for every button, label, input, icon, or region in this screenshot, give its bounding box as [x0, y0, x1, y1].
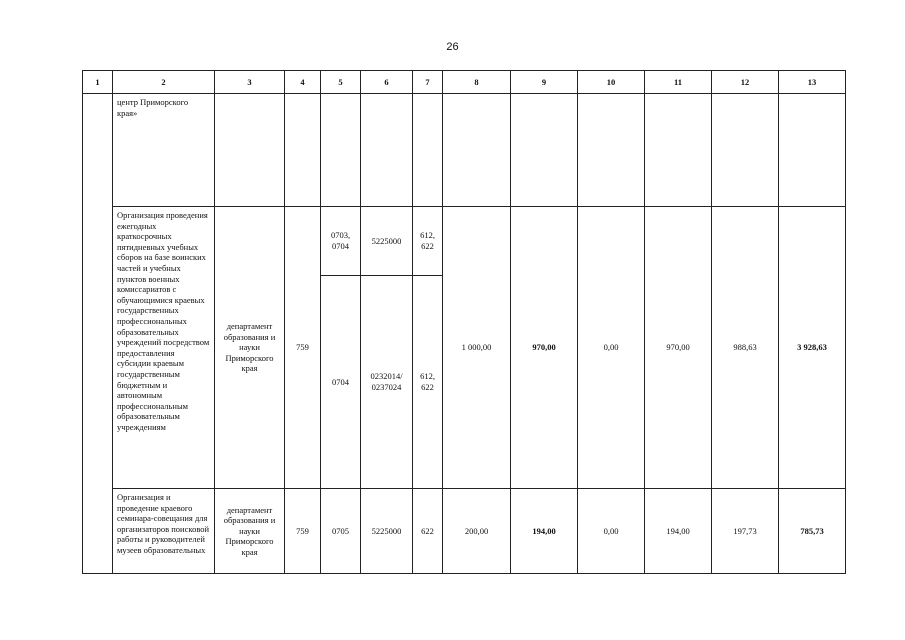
budget-table — [82, 70, 846, 574]
description-cell: Организация проведения ежегодных краткосрочных пятидневных учебных сборов на базе воинских частей и учебных пунктов военных комиссариатов с обучающимися краевых государственных профессиональных образовательных учреждений посредством предоставления субсидии краевым государственным бюджетным и автономным профессиональным образовательным учреждениям — [113, 207, 215, 489]
col12-cell: 197,73 — [712, 489, 779, 574]
col11-cell: 970,00 — [645, 207, 712, 489]
article-cell: 5225000 — [361, 207, 413, 276]
header-col-11: 11 — [645, 71, 712, 94]
type-cell: 622 — [413, 489, 443, 574]
section-cell: 0705 — [321, 489, 361, 574]
code-cell: 759 — [285, 207, 321, 489]
type-cell: 612, 622 — [413, 276, 443, 489]
section-cell: 0704 — [321, 276, 361, 489]
col12-cell: 988,63 — [712, 207, 779, 489]
department-cell: департамент образования и науки Приморского края — [215, 489, 285, 574]
page-number: 26 — [446, 41, 459, 53]
col9-cell: 194,00 — [511, 489, 578, 574]
header-col-7: 7 — [413, 71, 443, 94]
header-row — [83, 71, 846, 94]
col13-cell: 3 928,63 — [779, 207, 846, 489]
col9-cell: 970,00 — [511, 207, 578, 489]
col8-cell: 200,00 — [443, 489, 511, 574]
header-col-8: 8 — [443, 71, 511, 94]
header-col-3: 3 — [215, 71, 285, 94]
col10-cell: 0,00 — [578, 489, 645, 574]
department-cell: департамент образования и науки Приморского края — [215, 207, 285, 489]
table-row-continuation — [83, 94, 846, 207]
table-row-seminar — [83, 489, 846, 574]
code-cell: 759 — [285, 489, 321, 574]
col11-cell: 194,00 — [645, 489, 712, 574]
header-col-4: 4 — [285, 71, 321, 94]
description-cell: Организация и проведение краевого семинара-совещания для организаторов поисковой работы и руководителей музеев образовательных — [113, 489, 215, 574]
header-col-6: 6 — [361, 71, 413, 94]
type-cell: 612, 622 — [413, 207, 443, 276]
header-col-10: 10 — [578, 71, 645, 94]
header-col-13: 13 — [779, 71, 846, 94]
header-col-1: 1 — [83, 71, 113, 94]
col10-cell: 0,00 — [578, 207, 645, 489]
col8-cell: 1 000,00 — [443, 207, 511, 489]
header-col-5: 5 — [321, 71, 361, 94]
col13-cell: 785,73 — [779, 489, 846, 574]
header-col-2: 2 — [113, 71, 215, 94]
section-cell: 0703, 0704 — [321, 207, 361, 276]
article-cell: 0232014/ 0237024 — [361, 276, 413, 489]
article-cell: 5225000 — [361, 489, 413, 574]
table-row-military-a — [83, 207, 846, 276]
description-cell: центр Приморского края» — [113, 94, 215, 207]
index-cell — [83, 94, 113, 574]
header-col-9: 9 — [511, 71, 578, 94]
header-col-12: 12 — [712, 71, 779, 94]
